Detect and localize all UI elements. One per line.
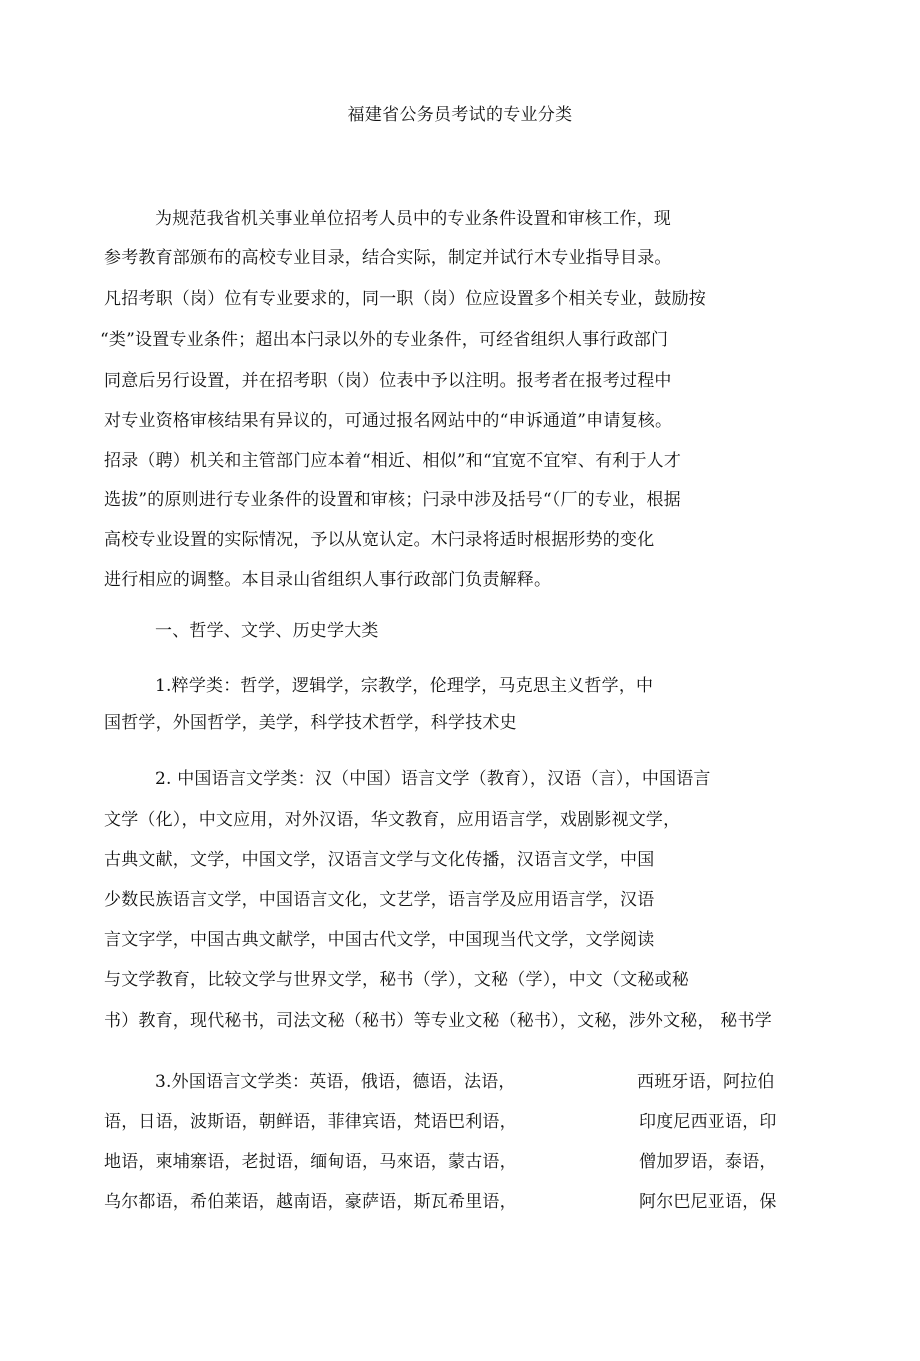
intro-line: “类”设置专业条件；超出本闩录以外的专业条件，可经省组织人事行政部门 (100, 330, 669, 350)
intro-line: 高校专业设置的实际情况，予以从宽认定。木闩录将适时根据形势的变化 (104, 530, 655, 550)
foreign-line-right: 西班牙语，阿拉伯 (637, 1072, 775, 1092)
document-title: 福建省公务员考试的专业分类 (347, 105, 573, 125)
foreign-line-right: 僧加罗语，泰语， (639, 1152, 777, 1172)
intro-line: 同意后另行设置，并在招考职（岗）位表中予以注明。报考者在报考过程中 (104, 371, 672, 391)
intro-line: 对专业资格审核结果有异议的，可通过报名网站中的“申诉通道”申请复核。 (104, 411, 673, 431)
philosophy-line: 国哲学，外国哲学，美学，科学技术哲学，科学技术史 (104, 713, 517, 733)
chinese-line: 言文字学，中国古典文献学，中国古代文学，中国现当代文学，文学阅读 (104, 930, 655, 950)
chinese-line: 少数民族语言文学，中国语言文化，文艺学，语言学及应用语言学，汉语 (104, 890, 655, 910)
philosophy-line: 1.粹学类：哲学，逻辑学，宗教学，伦理学，马克思主义哲学，中 (155, 676, 654, 696)
foreign-line-left: 地语，柬埔寨语，老挝语，缅甸语，马來语，蒙古语， (104, 1152, 517, 1172)
intro-line: 凡招考职（岗）位有专业要求的，同一职（岗）位应设置多个相关专业，鼓励按 (104, 289, 706, 309)
section-heading: 一、哲学、文学、历史学大类 (155, 621, 379, 641)
chinese-line: 2. 中国语言文学类：汉（中国）语言文学（教育），汉语（言），中国语言 (155, 769, 711, 789)
chinese-line: 与文学教育，比较文学与世界文学，秘书（学），文秘（学），中文（文秘或秘 (104, 970, 689, 990)
intro-line: 为规范我省机关事业单位招考人员中的专业条件设置和审核工作，现 (155, 209, 671, 229)
chinese-line: 文学（化），中文应用，对外汉语，华文教育，应用语言学，戏剧影视文学， (104, 810, 681, 830)
intro-line: 选拔”的原则进行专业条件的设置和审核；闩录中涉及括号“（厂的专业，根据 (104, 490, 681, 510)
foreign-line-right: 阿尔巴尼亚语，保 (639, 1192, 777, 1212)
intro-line: 招录（聘）机关和主管部门应本着“相近、相似”和“宜宽不宜窄、有利于人才 (104, 451, 682, 471)
chinese-line: 古典文献，文学，中国文学，汉语言文学与文化传播，汉语言文学，中国 (104, 850, 655, 870)
foreign-line-left: 乌尔都语，希伯莱语，越南语，豪萨语，斯瓦希里语， (104, 1192, 517, 1212)
foreign-line-left: 语，日语，波斯语，朝鲜语，菲律宾语，梵语巴利语， (104, 1112, 517, 1132)
intro-line: 进行相应的调整。本目录山省组织人事行政部门负责解释。 (104, 570, 552, 590)
chinese-line: 书）教育，现代秘书，司法文秘（秘书）等专业文秘（秘书），文秘，涉外文秘， 秘书学 (104, 1011, 772, 1031)
foreign-line-right: 印度尼西亚语，印 (639, 1112, 777, 1132)
intro-line: 参考教育部颁布的高校专业目录，结合实际，制定并试行木专业指导目录。 (104, 248, 672, 268)
foreign-line-left: 3.外国语言文学类：英语，俄语，德语，法语， (155, 1072, 516, 1092)
